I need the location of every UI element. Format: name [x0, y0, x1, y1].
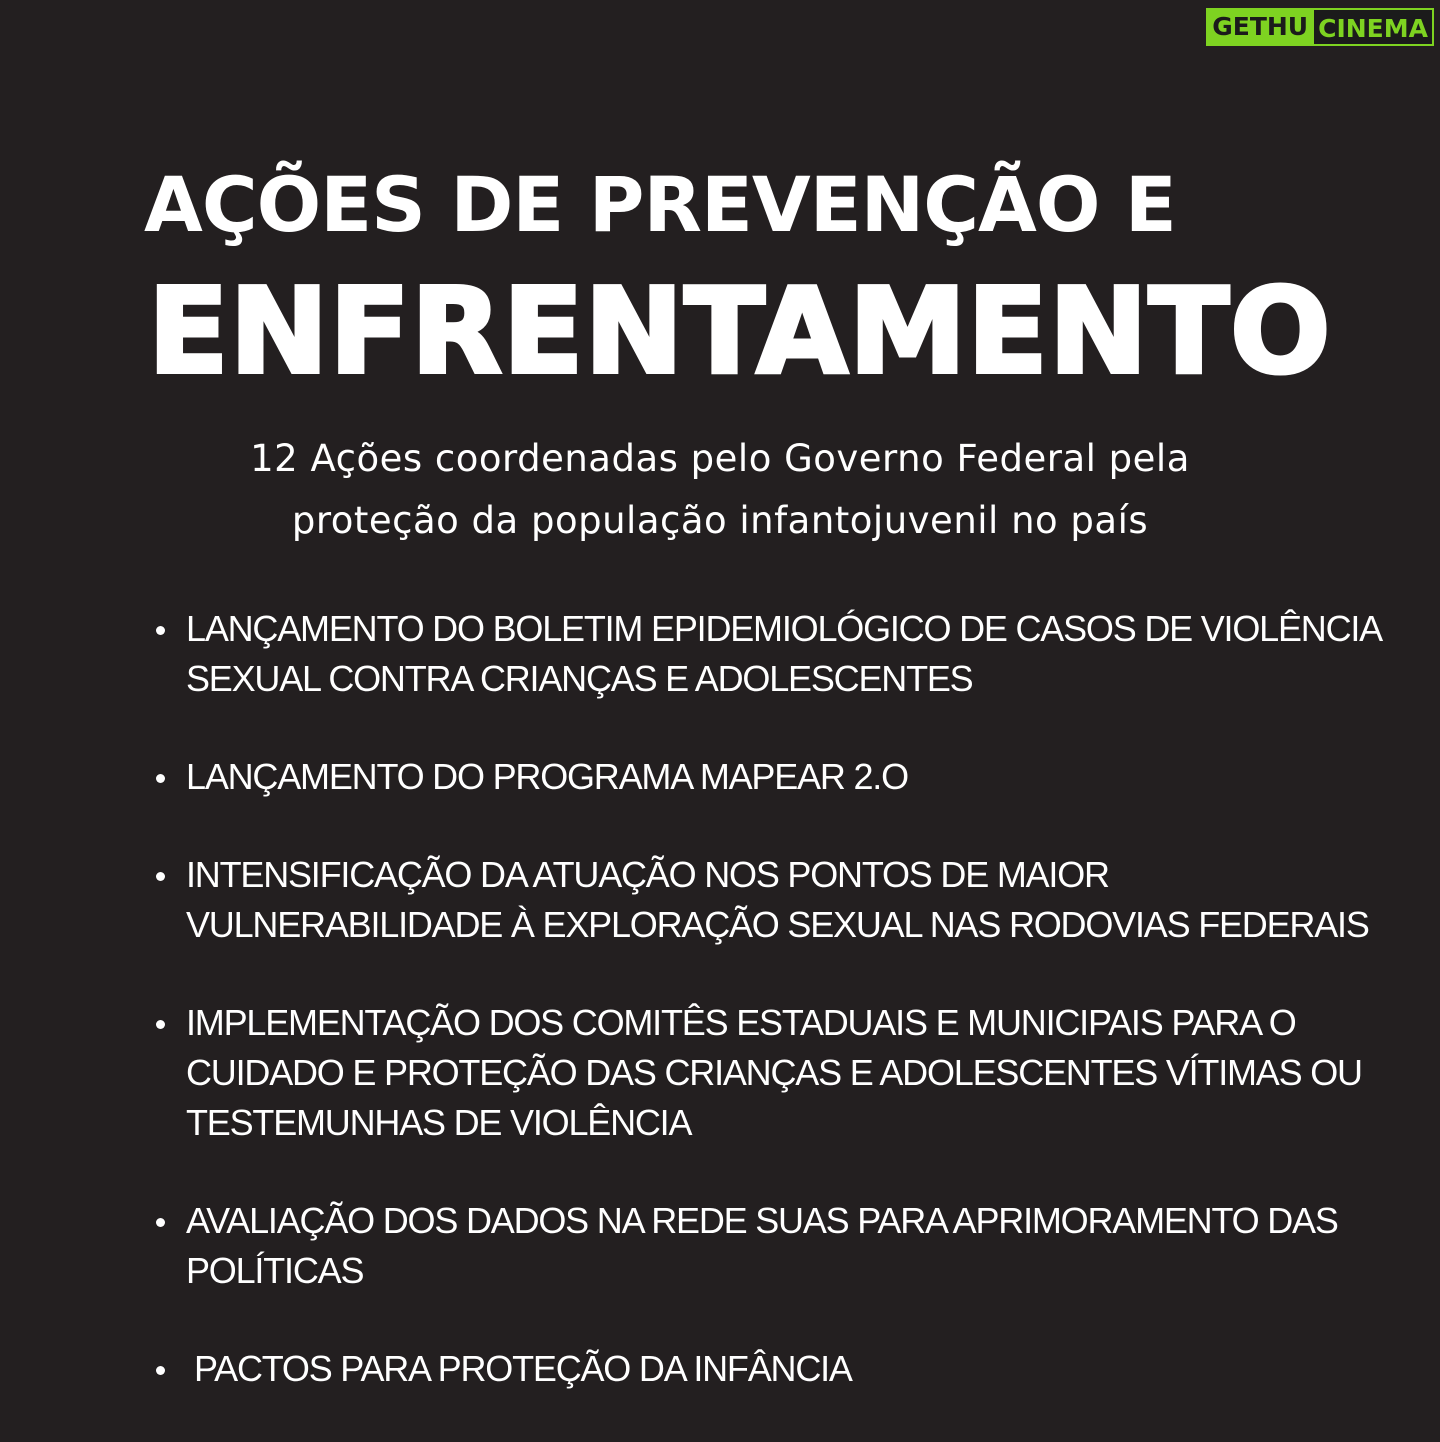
bullet-icon: [156, 1020, 165, 1029]
action-item: [150, 850, 1410, 950]
subtitle-line-1: 12 Ações coordenadas pelo Governo Federal pela: [250, 437, 1190, 480]
action-item: [150, 998, 1410, 1148]
logo-text-gethu: GETHU: [1206, 8, 1314, 46]
logo-text-cinema: CINEMA: [1314, 8, 1434, 46]
action-text: LANÇAMENTO DO BOLETIM EPIDEMIOLÓGICO DE CASOS DE VIOLÊNCIA SEXUAL CONTRA CRIANÇAS E ADOLESCENTES: [186, 608, 1381, 699]
bullet-icon: [156, 1218, 165, 1227]
bullet-icon: [156, 774, 165, 783]
action-item: [150, 752, 1410, 802]
actions-list: [150, 604, 1410, 1442]
bullet-icon: [156, 872, 165, 881]
title-line-1: AÇÕES DE PREVENÇÃO E: [144, 160, 1176, 249]
action-item: [150, 1344, 1410, 1394]
action-text: PACTOS PARA PROTEÇÃO DA INFÂNCIA: [194, 1348, 852, 1389]
action-text: AVALIAÇÃO DOS DADOS NA REDE SUAS PARA APRIMORAMENTO DAS POLÍTICAS: [186, 1200, 1338, 1291]
action-item: [150, 604, 1410, 704]
action-item: [150, 1196, 1410, 1296]
bullet-icon: [156, 626, 165, 635]
subtitle: [140, 428, 1300, 552]
action-text: INTENSIFICAÇÃO DA ATUAÇÃO NOS PONTOS DE MAIOR VULNERABILIDADE À EXPLORAÇÃO SEXUAL NAS RODOVIAS FEDERAIS: [186, 854, 1369, 945]
action-text: LANÇAMENTO DO PROGRAMA MAPEAR 2.O: [186, 756, 908, 797]
gethucinema-logo: [1206, 8, 1434, 46]
subtitle-line-2: proteção da população infantojuvenil no país: [291, 499, 1149, 542]
title-line-2: ENFRENTAMENTO: [148, 262, 1332, 400]
bullet-icon: [156, 1366, 165, 1375]
action-text: IMPLEMENTAÇÃO DOS COMITÊS ESTADUAIS E MUNICIPAIS PARA O CUIDADO E PROTEÇÃO DAS CRIANÇAS E ADOLESCENTES VÍTIMAS OU TESTEMUNHAS DE VIOLÊNCIA: [186, 1002, 1362, 1143]
